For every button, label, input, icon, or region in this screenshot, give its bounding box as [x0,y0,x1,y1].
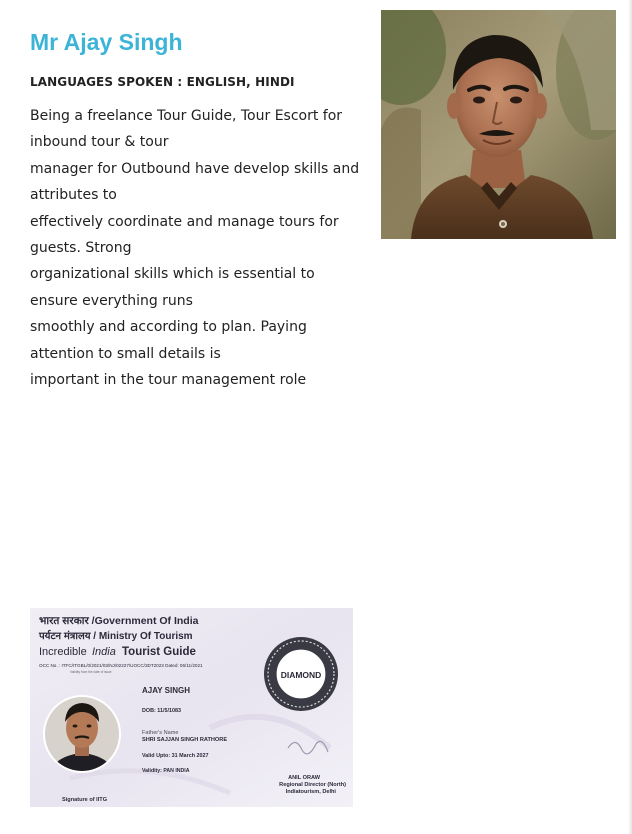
bio-line: guests. Strong [30,240,132,257]
bio-line: Being a freelance Tour Guide, Tour Escort for [30,108,343,124]
bio-line: important in the tour management role [30,372,307,389]
bio-line: inbound tour & tour [30,134,169,151]
tourist-guide-id-card [30,608,353,807]
bio-line: manager for Outbound have develop skills and [30,160,360,177]
signatory-title: Regional Director (North) [279,782,346,788]
card-title: Tourist Guide [122,646,196,658]
bio-line: smoothly and according to plan. Paying [30,319,307,336]
card-small-line: Validity from the date of issue [70,670,112,674]
languages-value: ENGLISH, HINDI [186,75,295,89]
guide-portrait-photo [381,10,616,239]
validity: Validity: PAN INDIA [142,768,190,774]
badge-label: DIAMOND [280,670,322,680]
bio-line: organizational skills which is essential to [30,266,315,283]
father-name: SHRI SAJJAN SINGH RATHORE [142,737,228,743]
bio-line: effectively coordinate and manage tours for [30,213,339,230]
guide-name: Mr Ajay Singh [30,29,183,55]
card-brand-left: Incredible [39,646,87,658]
holder-dob: DOB: 11/5/1083 [142,708,181,714]
languages-label: LANGUAGES SPOKEN : [30,75,187,89]
languages-spoken [30,75,295,89]
signatory-name: ANIL ORAW [288,775,320,781]
right-edge-shadow [628,0,632,834]
bio-line: attention to small details is [30,345,221,362]
signature-label: Signature of IITG [62,797,108,803]
card-brand-mid: India [92,646,116,658]
card-gov-line: भारत सरकार /Government Of India [39,615,199,627]
holder-name: AJAY SINGH [142,686,191,695]
signatory-org: Indiatourism, Delhi [285,789,336,795]
father-label: Father's Name [142,730,179,736]
bio-line: attributes to [30,187,117,204]
guide-bio [30,103,365,393]
valid-upto: Valid Upto: 31 March 2027 [142,753,209,759]
card-occ-line: OCC No. : ITFC/ITGBL/0/2021/03/NJ/02227/UOCC/3DT2023 Dated: 06/11/2021 [39,663,203,668]
bio-line: ensure everything runs [30,292,193,309]
card-ministry-line: पर्यटन मंत्रालय / Ministry Of Tourism [39,631,193,642]
